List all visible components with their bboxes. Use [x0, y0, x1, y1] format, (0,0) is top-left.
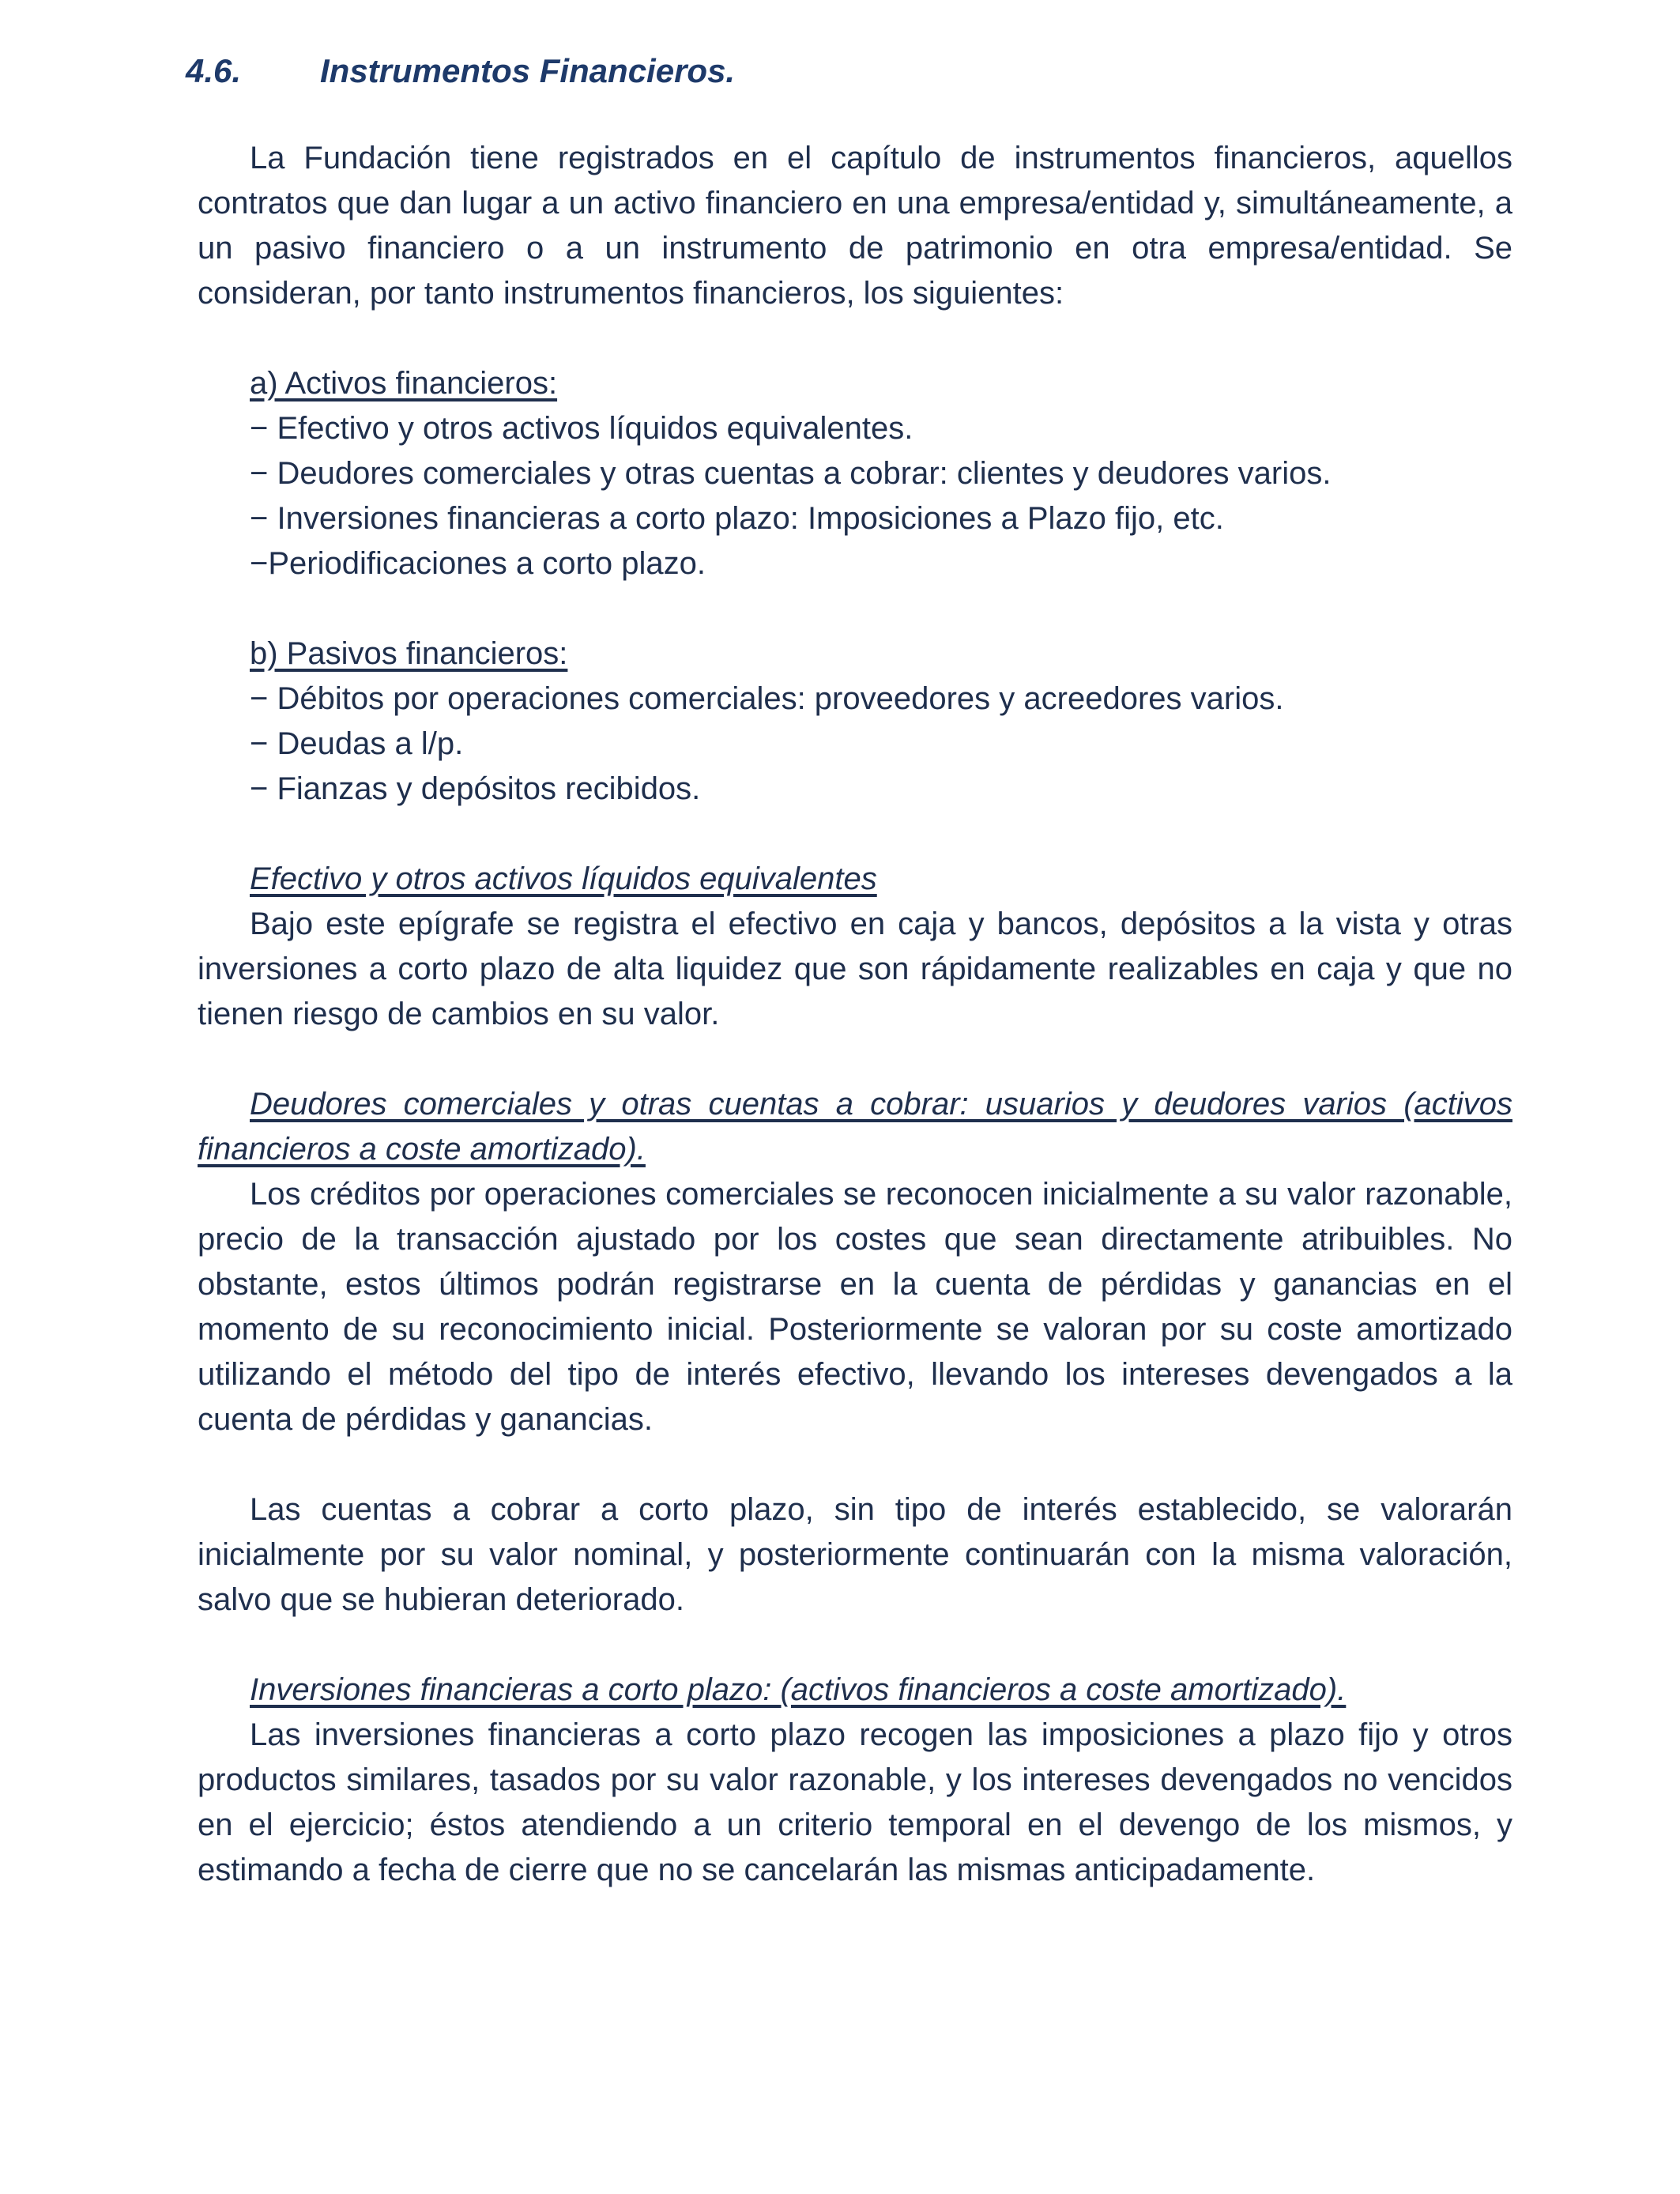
pasivos-list — [198, 631, 1512, 812]
list-item: − Deudas a l/p. — [250, 726, 464, 761]
list-item: − Débitos por operaciones comerciales: proveedores y acreedores varios. — [250, 681, 1284, 716]
efectivo-heading: Efectivo y otros activos líquidos equivalentes — [250, 861, 877, 896]
section-title: Instrumentos Financieros. — [320, 52, 736, 89]
list-item: − Fianzas y depósitos recibidos. — [250, 771, 701, 806]
inversiones-heading: Inversiones financieras a corto plazo: (activos financieros a coste amortizado). — [250, 1672, 1347, 1707]
cuentas-cobrar-paragraph: Las cuentas a cobrar a corto plazo, sin tipo de interés establecido, se valorarán inicialmente por su valor nominal, y posteriormente continuarán con la misma valoración, salvo que se hubieran deteriorado. — [198, 1492, 1512, 1617]
activos-heading: a) Activos financieros: — [250, 366, 558, 401]
section-heading — [186, 47, 1501, 95]
list-item: −Periodificaciones a corto plazo. — [250, 546, 706, 581]
list-item: − Inversiones financieras a corto plazo: Imposiciones a Plazo fijo, etc. — [250, 501, 1224, 536]
deudores-heading: Deudores comerciales y otras cuentas a cobrar: usuarios y deudores varios (activos financieros a coste amortizado). — [198, 1087, 1512, 1167]
inversiones-paragraph: Las inversiones financieras a corto plazo recogen las imposiciones a plazo fijo y otros productos similares, tasados por su valor razonable, y los intereses devengados no vencidos en el ejercicio; éstos atendiendo a un criterio temporal en el devengo de los mismos, y estimando a fecha de cierre que no se cancelarán las mismas anticipadamente. — [198, 1717, 1512, 1887]
intro-paragraph: La Fundación tiene registrados en el capítulo de instrumentos financieros, aquellos contratos que dan lugar a un activo financiero en una empresa/entidad y, simultáneamente, a un pasivo financiero o a un instrumento de patrimonio en otra empresa/entidad. Se consideran, por tanto instrumentos financieros, los siguientes: — [198, 141, 1512, 311]
deudores-paragraph: Los créditos por operaciones comerciales se reconocen inicialmente a su valor razonable, precio de la transacción ajustado por los costes que sean directamente atribuibles. No obstante, estos últimos podrán registrarse en la cuenta de pérdidas y ganancias en el momento de su reconocimiento inicial. Posteriormente se valoran por su coste amortizado utilizando el método del tipo de interés efectivo, llevando los intereses devengados a la cuenta de pérdidas y ganancias. — [198, 1177, 1512, 1437]
document-page — [186, 47, 1512, 1893]
efectivo-paragraph: Bajo este epígrafe se registra el efectivo en caja y bancos, depósitos a la vista y otras inversiones a corto plazo de alta liquidez que son rápidamente realizables en caja y que no tienen riesgo de cambios en su valor. — [198, 907, 1512, 1031]
list-item: − Efectivo y otros activos líquidos equivalentes. — [250, 411, 913, 446]
activos-list — [198, 361, 1512, 586]
section-number: 4.6. — [186, 52, 242, 89]
pasivos-heading: b) Pasivos financieros: — [250, 636, 568, 671]
list-item: − Deudores comerciales y otras cuentas a cobrar: clientes y deudores varios. — [250, 456, 1332, 491]
